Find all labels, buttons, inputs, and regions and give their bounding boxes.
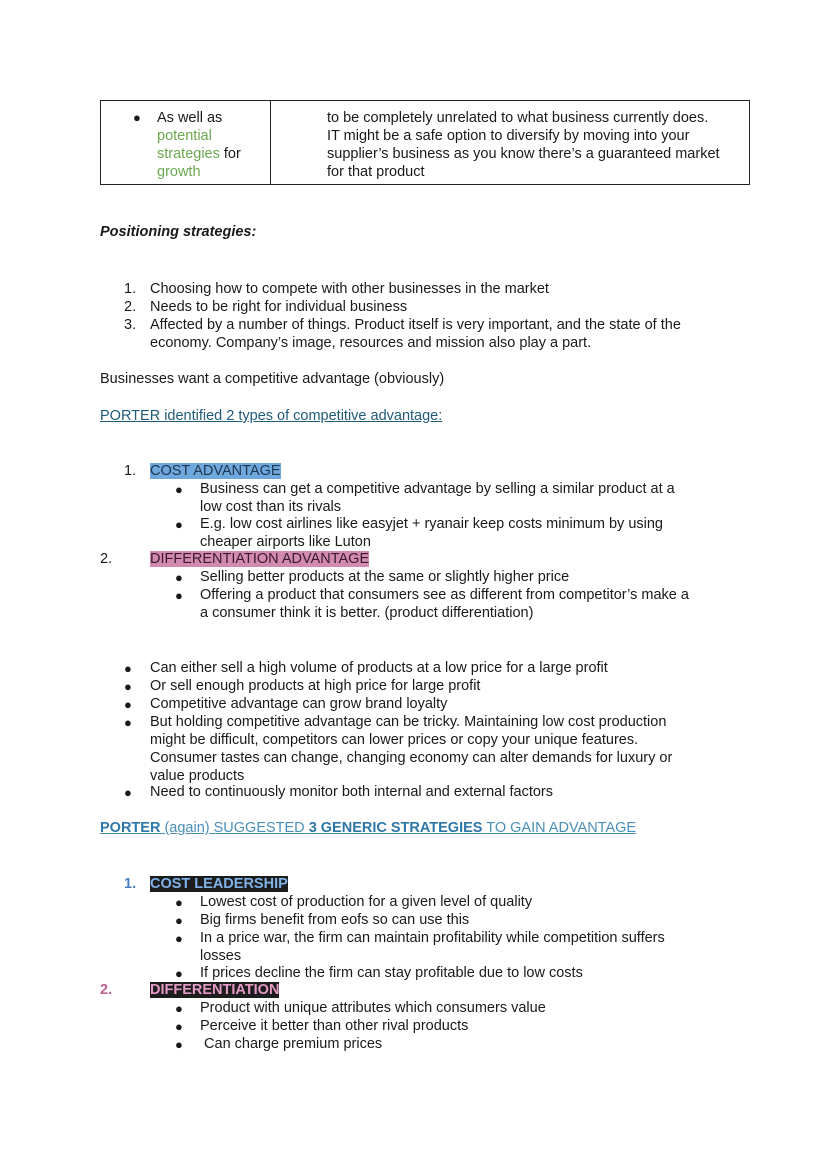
strategy-num-1: 1.: [124, 876, 137, 892]
strategy-bullet: [200, 929, 665, 965]
left-green-growth: growth: [157, 164, 201, 180]
right-line: to be completely unrelated to what business currently does.: [327, 110, 709, 126]
bullet-icon: ●: [124, 679, 132, 694]
bullet-icon: ●: [124, 785, 132, 800]
advantage-bullet: [200, 515, 663, 551]
advantage-bullet: [200, 480, 675, 516]
positioning-heading: Positioning strategies:: [100, 224, 257, 240]
cost-leadership-highlight: COST LEADERSHIP: [150, 876, 288, 892]
strategy-num-2: 2.: [100, 982, 113, 998]
bullet-icon: ●: [175, 931, 183, 946]
right-line: supplier’s business as you know there’s a guaranteed market: [327, 146, 720, 162]
bullet-line: value products: [150, 768, 245, 784]
advantage-num-1: 1.: [124, 463, 137, 479]
advantage-bullet: Selling better products at the same or slightly higher price: [200, 569, 570, 585]
strategy-title-diff: [150, 981, 279, 999]
general-bullet: Need to continuously monitor both internal and external factors: [150, 784, 554, 800]
general-bullet: Competitive advantage can grow brand loyalty: [150, 696, 448, 712]
table-left-cell: [157, 109, 241, 181]
bullet-icon: ●: [175, 588, 183, 603]
right-line: IT might be a safe option to diversify by moving into your: [327, 128, 690, 144]
bullet-icon: ●: [175, 913, 183, 928]
bullet-line: But holding competitive advantage can be tricky. Maintaining low cost production: [150, 714, 667, 730]
positioning-num-3: 3.: [124, 317, 137, 333]
bullet-line: low cost than its rivals: [200, 499, 342, 515]
positioning-item-1: Choosing how to compete with other businesses in the market: [150, 281, 549, 297]
positioning-num-1: 1.: [124, 281, 137, 297]
bullet-icon: ●: [175, 570, 183, 585]
advantage-bullet: [200, 586, 689, 622]
table-right-cell: [327, 109, 720, 181]
positioning-item-3: [150, 316, 681, 352]
cost-advantage-highlight: COST ADVANTAGE: [150, 463, 281, 479]
right-line: for that product: [327, 164, 425, 180]
bullet-line: Offering a product that consumers see as different from competitor’s make a: [200, 587, 689, 603]
general-bullet: Can either sell a high volume of products at a low price for a large profit: [150, 660, 608, 676]
porter-heading-2[interactable]: [100, 819, 636, 837]
left-green-strategies: strategies: [157, 146, 220, 162]
competitive-line: Businesses want a competitive advantage (obviously): [100, 371, 445, 387]
bullet-icon: ●: [133, 110, 141, 125]
differentiation-highlight: DIFFERENTIATION: [150, 982, 280, 998]
strategy-title-cost: [150, 875, 288, 893]
bullet-icon: ●: [175, 966, 183, 981]
bullet-icon: ●: [175, 1019, 183, 1034]
porter-generic: 3 GENERIC STRATEGIES: [308, 820, 483, 836]
left-for: for: [219, 146, 241, 162]
porter-rest: TO GAIN ADVANTAGE: [482, 820, 637, 836]
bullet-icon: ●: [175, 517, 183, 532]
bullet-line: Business can get a competitive advantage by selling a similar product at a: [200, 481, 675, 497]
positioning-item-2: Needs to be right for individual business: [150, 299, 408, 315]
bullet-icon: ●: [124, 661, 132, 676]
advantage-num-2: 2.: [100, 551, 113, 567]
table-divider: [270, 101, 271, 184]
bullet-line: losses: [200, 948, 242, 964]
strategy-bullet: Big firms benefit from eofs so can use this: [200, 912, 470, 928]
general-bullet: [150, 713, 672, 785]
porter-heading-1: [100, 407, 442, 425]
strategy-bullet: Lowest cost of production for a given level of quality: [200, 894, 533, 910]
bullet-line: cheaper airports like Luton: [200, 534, 371, 550]
bullet-icon: ●: [124, 715, 132, 730]
bullet-icon: ●: [175, 482, 183, 497]
bullet-line: E.g. low cost airlines like easyjet + ryanair keep costs minimum by using: [200, 516, 663, 532]
strategy-bullet: Can charge premium prices: [200, 1036, 383, 1052]
left-line-1: As well as: [157, 110, 223, 126]
strategy-bullet: Perceive it better than other rival products: [200, 1018, 469, 1034]
strategy-bullet: Product with unique attributes which consumers value: [200, 1000, 546, 1016]
strategy-bullet: If prices decline the firm can stay profitable due to low costs: [200, 965, 583, 981]
bullet-line: In a price war, the firm can maintain profitability while competition suffers: [200, 930, 665, 946]
bullet-icon: ●: [175, 1001, 183, 1016]
diff-advantage-highlight: DIFFERENTIATION ADVANTAGE: [150, 551, 370, 567]
bullet-line: Consumer tastes can change, changing economy can alter demands for luxury or: [150, 750, 673, 766]
positioning-item-3-line: economy. Company’s image, resources and mission also play a part.: [150, 335, 592, 351]
bullet-line: a consumer think it is better. (product differentiation): [200, 605, 534, 621]
bullet-icon: ●: [124, 697, 132, 712]
bullet-line: might be difficult, competitors can lower prices or copy your unique features.: [150, 732, 639, 748]
advantage-title-diff: [150, 550, 369, 568]
left-green-potential: potential: [157, 128, 212, 144]
advantage-title-cost: [150, 462, 281, 480]
porter-bold: PORTER: [100, 820, 161, 836]
porter-again: (again) SUGGESTED: [160, 820, 309, 836]
porter-link-1[interactable]: PORTER identified 2 types of competitive advantage:: [100, 408, 443, 424]
bullet-icon: ●: [175, 1037, 183, 1052]
general-bullet: Or sell enough products at high price for large profit: [150, 678, 481, 694]
positioning-item-3-line: Affected by a number of things. Product itself is very important, and the state of the: [150, 317, 681, 333]
bullet-icon: ●: [175, 895, 183, 910]
positioning-num-2: 2.: [124, 299, 137, 315]
